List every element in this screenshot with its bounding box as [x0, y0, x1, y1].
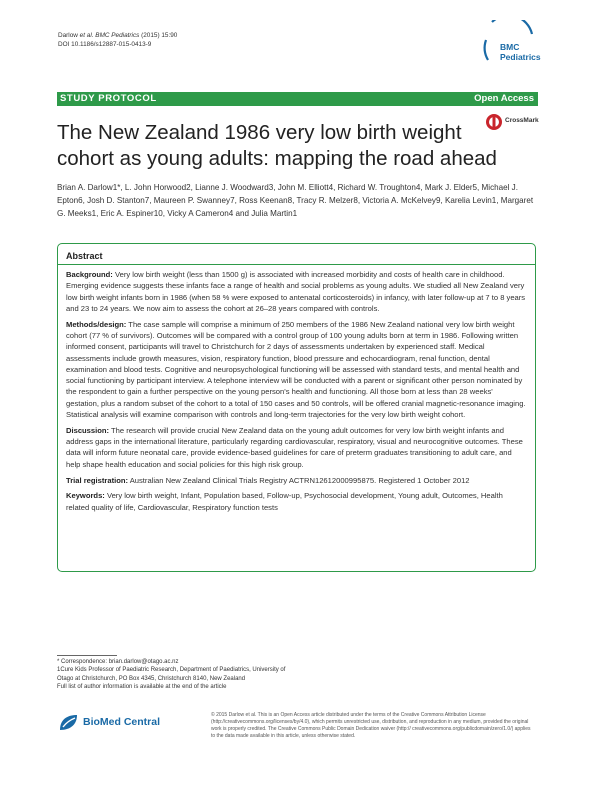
biomed-central-icon	[57, 712, 81, 734]
abstract-background	[66, 269, 526, 314]
keywords-label: Keywords:	[66, 491, 105, 501]
methods-label: Methods/design:	[66, 319, 127, 329]
footnote-divider	[57, 655, 117, 656]
abstract-keywords	[66, 490, 526, 513]
abstract-box	[57, 243, 536, 572]
journal-name-line2: Pediatrics	[500, 52, 541, 62]
section-label: STUDY PROTOCOL	[60, 93, 157, 104]
journal-name-line1: BMC	[500, 42, 520, 52]
discussion-label: Discussion:	[66, 425, 110, 435]
keywords-text: Very low birth weight, Infant, Population based, Follow-up, Psychosocial development, Young adult, Outcomes, Health related quality of life, Cardiovascular, Respiratory function tests	[66, 491, 503, 512]
biomed-central-logo	[57, 712, 177, 734]
crossmark-label: CrossMark	[505, 117, 539, 124]
abstract-methods	[66, 319, 526, 421]
license-statement: © 2015 Darlow et al. This is an Open Access article distributed under the terms of the Creative Commons Attribution License (http://creativecommons.org/licenses/by/4.0), which permits unrestricted use, distribution, and reproduction in any medium, provided the original work is properly credited. The Creative Commons Public Domain Dedication waiver (http:// creativecommons.org/publicdomain/zero/1.0/) applies to the data made available in this article, unless otherwise stated.	[211, 712, 531, 739]
footnotes	[57, 658, 297, 692]
journal-name	[500, 42, 541, 62]
citation-line: Darlow et al. BMC Pediatrics (2015) 15:90	[58, 32, 178, 39]
affiliation-note: 1Cure Kids Professor of Paediatric Research, Department of Paediatrics, University of Otago at Christchurch, PO Box 4345, Christchurch 8140, New Zealand	[57, 667, 286, 682]
methods-text: The case sample will comprise a minimum of 250 members of the 1986 New Zealand national very low birth weight cohort (77 % of survivors). Outcomes will be compared with a control group of 100 young adults born at term in 1986. Following written informed consent, participants will travel to Christchurch for 2 days of assessments undertaken by experienced staff. Medical assessments include growth measures, vision, respiratory function, blood pressure and echocardiogram, renal function, dental examination and blood tests. Cognitive and neuropsychological functioning will be assessed with standard tests, and mental health and social functioning by participant interview. A telephone interview will be conducted with a parent or significant other person nominated by the respondent to gain a further perspective on the young person's health and functioning. All those born at less than 28 weeks' gestation, plus a random subset of the cohort to a total of 150 cases and 50 controls, will be offered cranial magnetic-resonance imaging. Statistical analysis will examine comparison with controls and long-term trajectories for the very low birth weight cohort.	[66, 319, 526, 420]
citation-header	[58, 31, 177, 49]
bmc-pediatrics-logo	[478, 20, 542, 72]
abstract-body	[66, 269, 526, 517]
abstract-divider	[58, 264, 535, 265]
article-type-banner	[57, 92, 538, 106]
publisher-name: BioMed Central	[83, 716, 161, 728]
article-title: The New Zealand 1986 very low birth weight cohort as young adults: mapping the road ahead	[57, 121, 497, 170]
author-info-note: Full list of author information is available at the end of the article	[57, 684, 227, 691]
author-list: Brian A. Darlow1*, L. John Horwood2, Lianne J. Woodward3, John M. Elliott4, Richard W. Troughton4, Mark J. Elder5, Michael J. Epton6, Josh D. Stanton7, Maureen P. Swanney7, Ross Keenan8, Tracy R. Melzer8, Victoria A. McKelvey9, Karelia Levin1, Margaret G. Meeks1, Eric A. Espiner10, Vicky A Cameron4 and Julia Martin1	[57, 183, 534, 218]
crossmark-badge[interactable]	[485, 113, 547, 133]
open-access-label: Open Access	[474, 93, 534, 104]
correspondence-note[interactable]: * Correspondence: brian.darlow@otago.ac.nz	[57, 659, 179, 665]
trial-text: Australian New Zealand Clinical Trials Registry ACTRN12612000995875. Registered 1 October 2012	[128, 475, 470, 485]
abstract-trial-registration	[66, 475, 526, 486]
trial-label: Trial registration:	[66, 475, 129, 485]
discussion-text: The research will provide crucial New Zealand data on the young adult outcomes for very low birth weight infants and address gaps in the international literature, particularly regarding cardiovascular, respiratory, visual and neurocognitive outcomes. These data will inform future neonatal care, provide evidence-based guidelines for care of preterm graduates transitioning to adult care, and help shape health education and social policies for this high risk group.	[66, 425, 523, 469]
abstract-heading: Abstract	[66, 251, 103, 261]
background-label: Background:	[66, 270, 113, 279]
background-text: Very low birth weight (less than 1500 g) is associated with increased morbidity and costs of health care in childhood. Emerging evidence suggests these infants face a range of health and social problems as young adults. We studied all New Zealand very low birth weight infants born in 1986 (when 58 % were exposed to antenatal corticosteroids) in infancy, with later follow-up at 7 to 8 years and 23 to 24 years. We now aim to assess the cohort at 26–28 years compared with controls.	[66, 270, 526, 313]
abstract-discussion	[66, 425, 526, 470]
doi: DOI 10.1186/s12887-015-0413-9	[58, 41, 152, 48]
crossmark-icon	[485, 113, 503, 131]
